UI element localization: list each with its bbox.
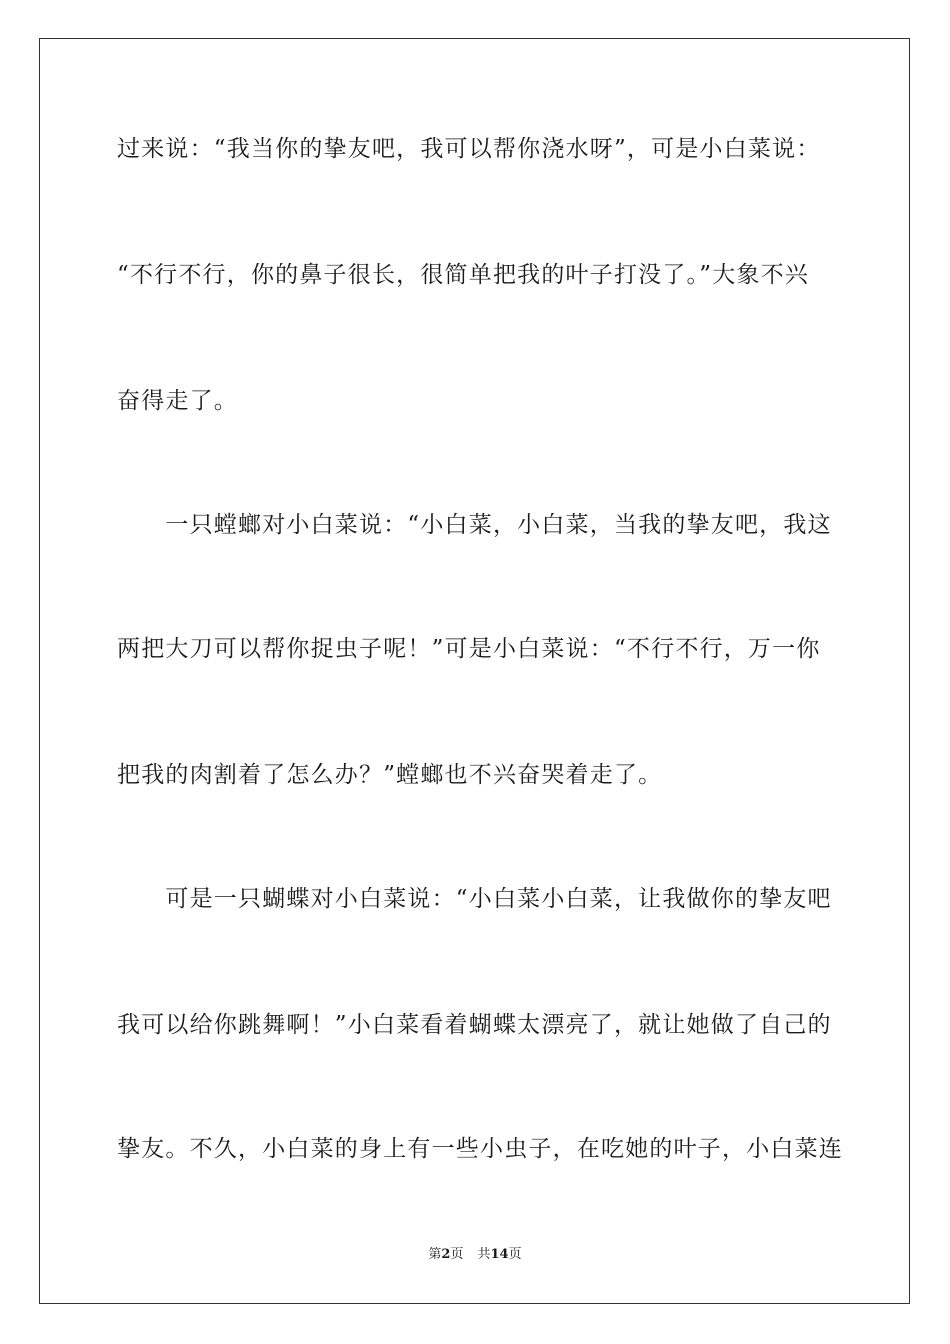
- text-line-9: 挚友。不久，小白菜的身上有一些小虫子，在吃她的叶子，小白菜连: [117, 1136, 843, 1162]
- total-pages: 14: [490, 1247, 509, 1262]
- total-prefix: 共: [477, 1247, 491, 1262]
- text-line-4: 一只螳螂对小白菜说：“小白菜，小白菜，当我的挚友吧，我这: [117, 512, 832, 538]
- text-line-5: 两把大刀可以帮你捉虫子呢！”可是小白菜说：“不行不行，万一你: [117, 636, 821, 662]
- page-footer: [0, 1246, 950, 1264]
- text-line-3: 奋得走了。: [117, 388, 238, 414]
- text-line-2: “不行不行，你的鼻子很长，很简单把我的叶子打没了。”大象不兴: [117, 262, 810, 288]
- page-number: 2: [441, 1247, 451, 1262]
- total-suffix: 页: [508, 1247, 522, 1262]
- text-line-6: 把我的肉割着了怎么办？”螳螂也不兴奋哭着走了。: [117, 762, 663, 788]
- page-prefix: 第: [428, 1247, 442, 1262]
- text-line-7: 可是一只蝴蝶对小白菜说：“小白菜小白菜，让我做你的挚友吧: [117, 886, 832, 912]
- text-line-8: 我可以给你跳舞啊！”小白菜看着蝴蝶太漂亮了，就让她做了自己的: [117, 1012, 832, 1038]
- text-line-1: 过来说：“我当你的挚友吧，我可以帮你浇水呀”，可是小白菜说：: [117, 136, 821, 162]
- page-border: [39, 38, 910, 1304]
- page-suffix: 页: [450, 1247, 464, 1262]
